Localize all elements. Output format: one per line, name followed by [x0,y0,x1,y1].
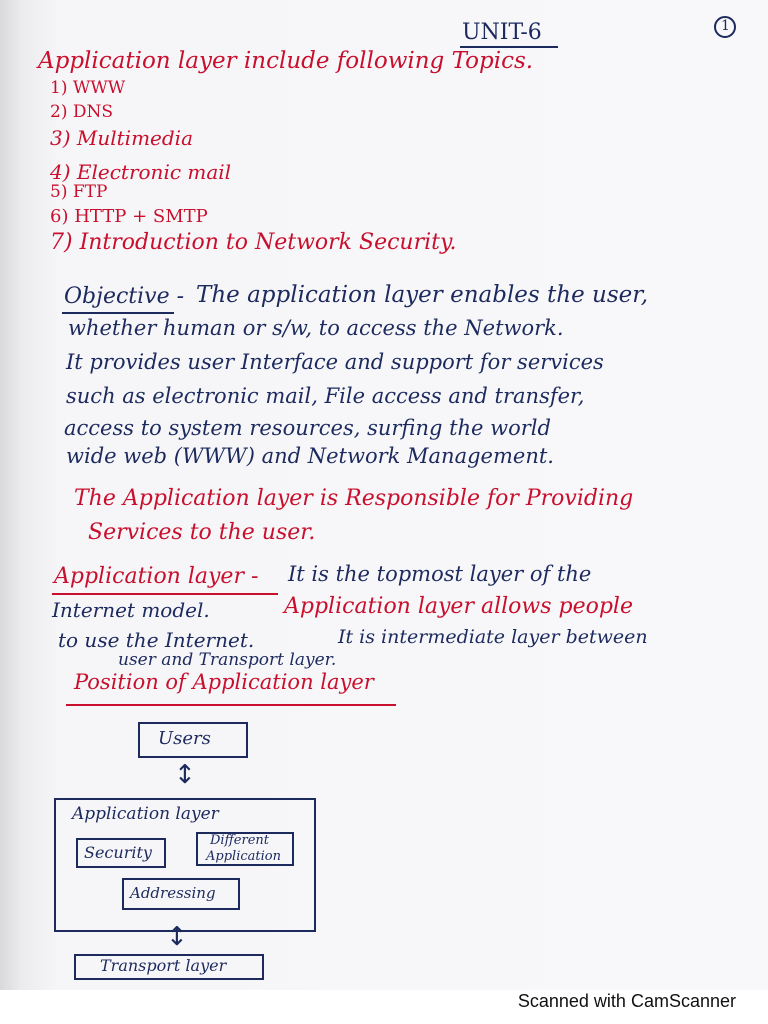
arrow-application-to-transport: ↕ [166,922,188,952]
topic-item: 2) DNS [50,102,114,122]
users-label: Users [158,728,211,749]
app-layer-line: It is intermediate layer between [338,626,648,648]
app-layer-line: to use the Internet. [58,628,255,652]
different-application-label: Application [206,849,281,864]
different-application-label: Different [210,833,269,848]
application-layer-label: Application layer [72,804,219,824]
objective-line: wide web (WWW) and Network Management. [66,444,554,468]
app-layer-underline [52,593,278,595]
topics-heading: Application layer include following Topics. [38,48,534,74]
app-layer-line: Application layer allows people [284,594,633,619]
scanner-watermark: Scanned with CamScanner [517,991,736,1011]
position-underline [66,704,396,706]
objective-line: access to system resources, surfing the world [64,416,551,440]
objective-line: whether human or s/w, to access the Network. [68,316,564,340]
app-layer-line: user and Transport layer. [118,650,337,670]
transport-layer-label: Transport layer [100,956,227,975]
addressing-label: Addressing [130,884,216,902]
page-number: 1 [721,18,730,34]
app-layer-label: Application layer - [54,564,259,589]
responsibility-line: The Application layer is Responsible for Providing [74,486,634,511]
topic-item: 6) HTTP + SMTP [50,206,208,227]
objective-line: The application layer enables the user, [196,282,649,308]
scanner-footer [0,990,768,1024]
unit-title: UNIT-6 [462,20,542,45]
app-layer-line: It is the topmost layer of the [288,562,592,586]
topic-item: 4) Electronic mail [50,160,232,184]
objective-underline [62,312,174,314]
position-heading: Position of Application layer [74,670,374,694]
responsibility-line: Services to the user. [88,520,316,545]
security-label: Security [84,843,152,862]
topic-item: 3) Multimedia [50,126,193,150]
objective-line: such as electronic mail, File access and transfer, [66,384,585,408]
topic-item: 1) WWW [50,78,126,98]
topic-item: 5) FTP [50,182,108,202]
objective-line: It provides user Interface and support for services [66,350,604,374]
topic-item: 7) Introduction to Network Security. [50,230,457,255]
app-layer-line: Internet model. [52,598,210,622]
arrow-users-to-application: ↕ [174,760,196,790]
objective-label: Objective - [64,284,185,309]
